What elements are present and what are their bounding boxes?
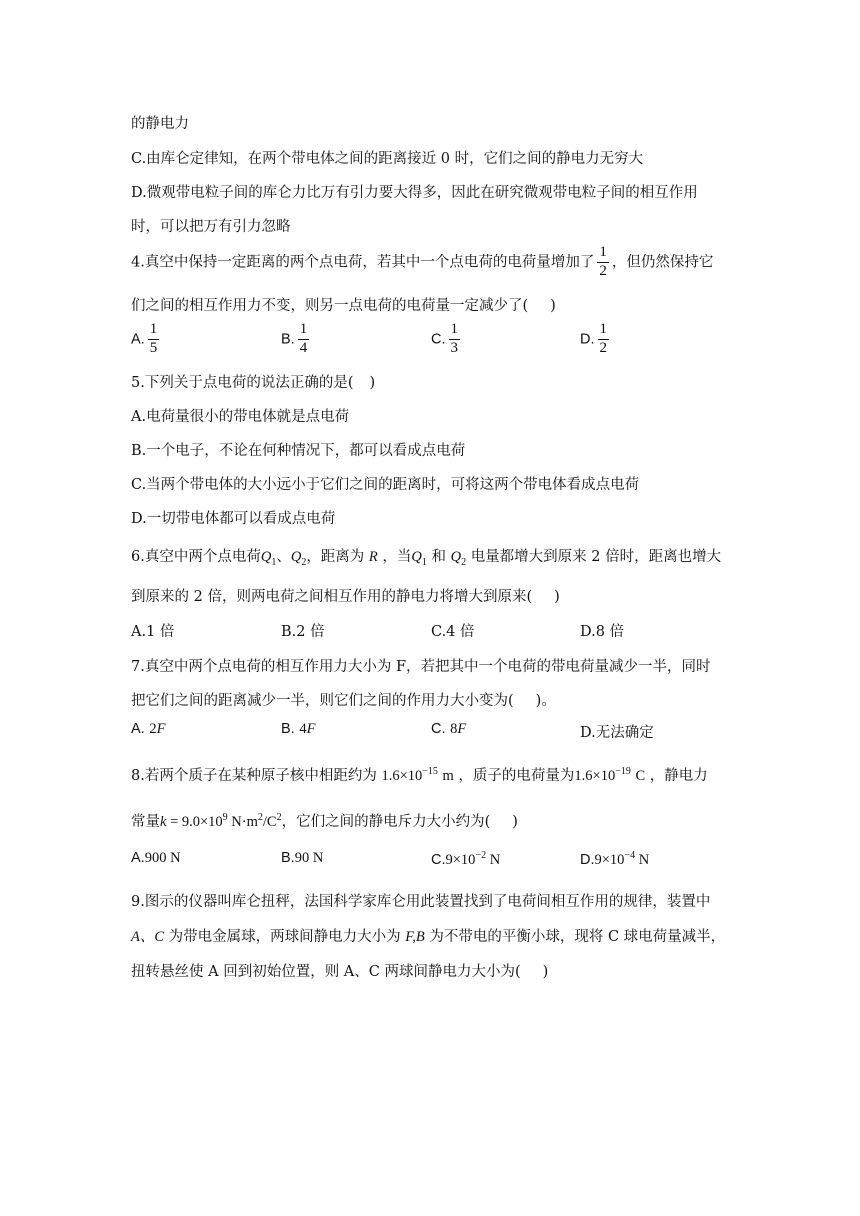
q4-option-c: C. $\frac{1}{3}$ xyxy=(431,321,458,356)
q4-option-d: D. $\frac{1}{2}$ xyxy=(580,321,607,356)
q7-option-b: B. 4F xyxy=(281,721,316,737)
q7-stem-line2: 把它们之间的距离减少一半，则它们之间的作用力大小变为( )。 xyxy=(131,693,556,709)
q8-option-d: $D.9\times 10^{-4}$ N xyxy=(580,850,650,868)
q6-stem-line2: 到原来的 2 倍，则两电荷之间相互作用的静电力将增大到原来( ) xyxy=(131,589,560,605)
q8-stem-line2: 常量$k = 9.0\times 10^9$ $N\cdot m^2/C^2$，它们之间的静电斥力大小约为( ) xyxy=(131,812,518,830)
q7-option-a: A. 2F xyxy=(131,721,166,737)
fraction: $\frac{1}{2}$ xyxy=(599,244,607,279)
q8-stem-line1: 8.若两个质子在某种原子核中相距约为 $1.6\times 10^{-15}$ m ，质子的电荷量为$1.6\times 10^{-19}$ C ，静电力 xyxy=(131,766,708,784)
q7-stem-line1: 7.真空中两个点电荷的相互作用力大小为 F，若把其中一个电荷的带电荷量减少一半，同时 xyxy=(131,659,711,675)
q3-option-d-line1: D.微观带电粒子间的库仑力比万有引力要大得多，因此在研究微观带电粒子间的相互作用 xyxy=(131,185,698,201)
q8-option-a: A.900 N xyxy=(131,850,181,866)
q9-stem-line2: A、C 为带电金属球，两球间静电力大小为 F,B 为不带电的平衡小球，现将 C 球电荷量减半， xyxy=(131,929,726,945)
text-line: 的静电力 xyxy=(131,116,189,132)
q9-stem-line3: 扭转悬丝使 A 回到初始位置，则 A、C 两球间静电力大小为( ) xyxy=(131,964,549,980)
q5-option-b: B.一个电子，不论在何种情况下，都可以看成点电荷 xyxy=(131,443,466,459)
q5-option-a: A.电荷量很小的带电体就是点电荷 xyxy=(131,409,350,425)
q5-option-d: D.一切带电体都可以看成点电荷 xyxy=(131,511,336,527)
q5-option-c: C.当两个带电体的大小远小于它们之间的距离时，可将这两个带电体看成点电荷 xyxy=(131,477,640,493)
q6-option-d: D.8 倍 xyxy=(580,624,625,640)
q9-stem-line1: 9.图示的仪器叫库仑扭秤，法国科学家库仑用此装置找到了电荷间相互作用的规律，装置中 xyxy=(131,894,711,910)
q7-option-c: C. 8F xyxy=(431,721,467,737)
q8-option-b: B.90 N xyxy=(281,850,324,866)
q6-stem-line1: 6.真空中两个点电荷$Q_1$、$Q_2$，距离为 R ，当$Q_1$ 和 $Q_2$ 电量都增大到原来 2 倍时，距离也增大 xyxy=(131,549,722,568)
q4-option-a: A. $\frac{1}{5}$ xyxy=(131,321,158,356)
q6-option-b: B.2 倍 xyxy=(281,624,325,640)
q4-option-b: B. $\frac{1}{4}$ xyxy=(281,321,308,356)
q8-option-c: $C.9\times 10^{-2}$ N xyxy=(431,850,501,868)
q7-option-d: D.无法确定 xyxy=(580,725,654,741)
q4-stem-line2: 们之间的相互作用力不变，则另一点电荷的电荷量一定减少了( ) xyxy=(131,298,556,314)
q3-option-c: C.由库仑定律知，在两个带电体之间的距离接近 0 时，它们之间的静电力无穷大 xyxy=(131,151,644,167)
q5-stem: 5.下列关于点电荷的说法正确的是( ) xyxy=(131,375,376,391)
q4-stem-line1: 4.真空中保持一定距离的两个点电荷，若其中一个点电荷的电荷量增加了 $\frac{1}{2}$ ，但仍然保持它 xyxy=(131,244,714,279)
q6-option-a: A.1 倍 xyxy=(131,624,175,640)
q3-option-d-line2: 时，可以把万有引力忽略 xyxy=(131,219,291,235)
q6-option-c: C.4 倍 xyxy=(431,624,475,640)
